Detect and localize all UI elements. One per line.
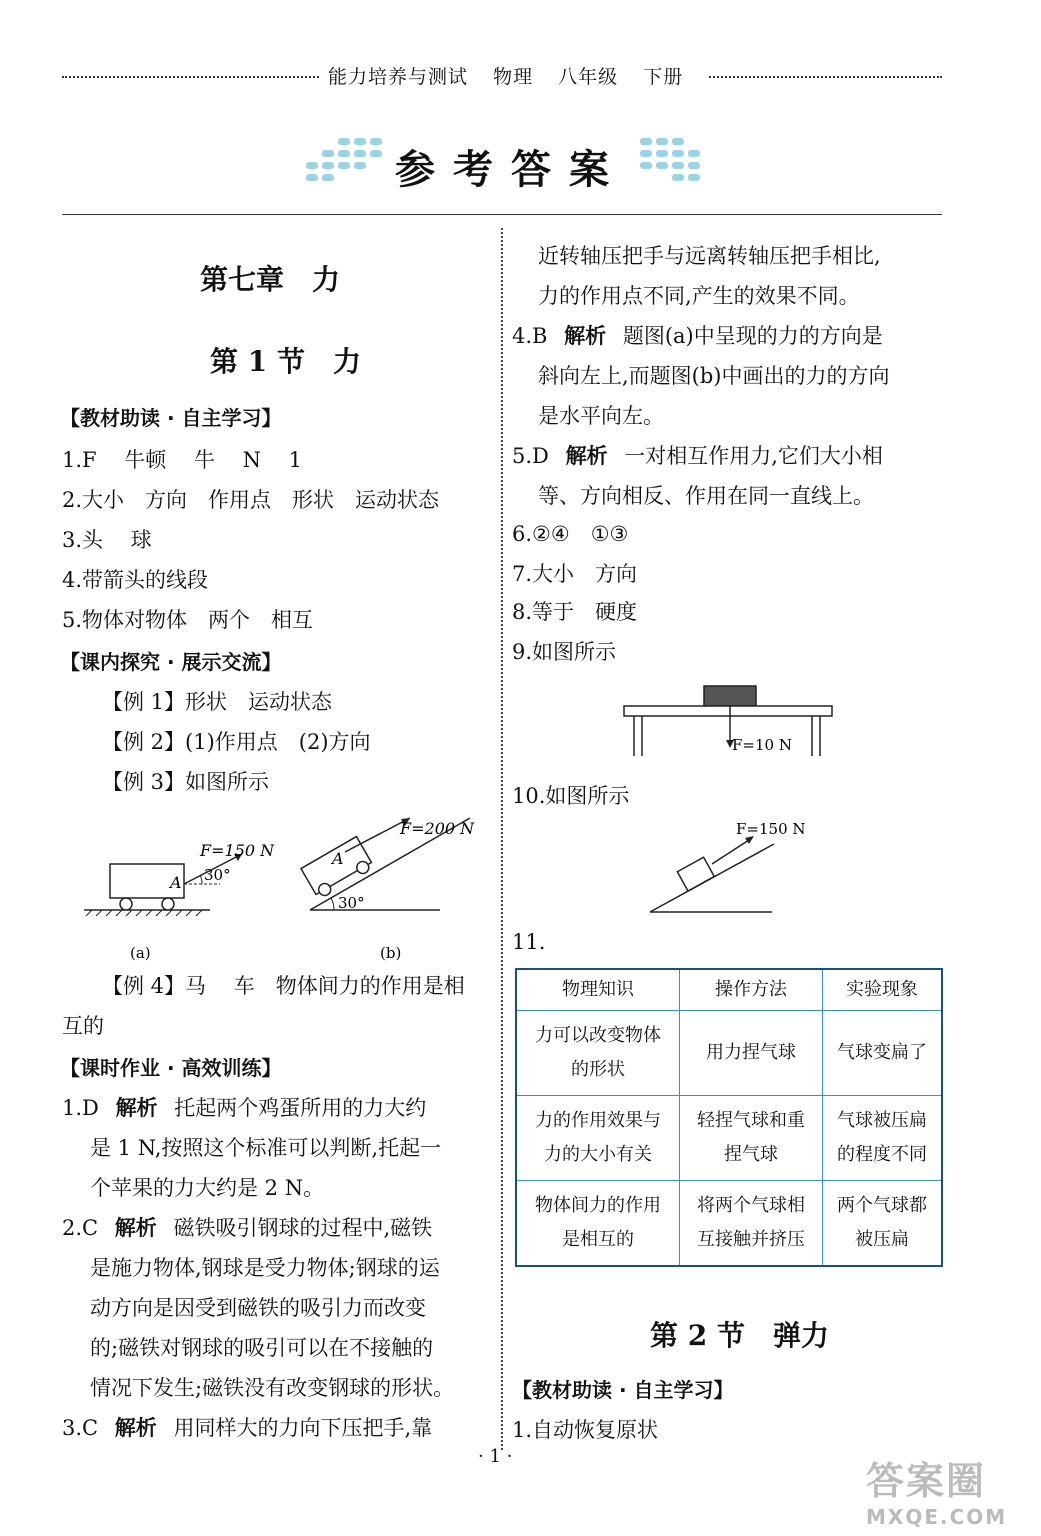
example-4-line-1: 【例 4】马 车 物体间力的作用是相 bbox=[102, 974, 465, 998]
p1-line-2: 2.大小 方向 作用点 形状 运动状态 bbox=[62, 488, 440, 512]
header-book: 能力培养与测试 bbox=[328, 66, 469, 88]
q11: 11. bbox=[512, 930, 546, 954]
q3-text-1: 用同样大的力向下压把手,靠 bbox=[173, 1416, 433, 1440]
fig9-table-legs bbox=[634, 716, 820, 756]
q4-line-3: 是水平向左。 bbox=[538, 404, 664, 428]
q4-number: 4.B bbox=[512, 324, 548, 348]
table-header-row bbox=[516, 969, 942, 1011]
q4-text-1: 题图(a)中呈现的力的方向是 bbox=[622, 324, 883, 348]
table-cell: 物体间力的作用 是相互的 bbox=[516, 1181, 680, 1267]
section1-title: 第 1 节 力 bbox=[210, 345, 361, 378]
fig10-force-label: F=150 N bbox=[736, 820, 806, 838]
fig-b-angle-label: 30° bbox=[338, 894, 365, 912]
fig9-force-label: F=10 N bbox=[732, 736, 792, 754]
p1-line-4: 4.带箭头的线段 bbox=[62, 568, 209, 592]
q5-line-1 bbox=[512, 444, 883, 468]
left-dot-ornament bbox=[300, 138, 384, 182]
p1-line-1: 1.F 牛顿 牛 N 1 bbox=[62, 448, 303, 472]
page-number: · 1 · bbox=[478, 1446, 513, 1467]
running-header bbox=[320, 62, 709, 89]
q7: 7.大小 方向 bbox=[512, 562, 638, 586]
q2-line-5: 情况下发生;磁铁没有改变钢球的形状。 bbox=[90, 1376, 455, 1400]
fig-b-force-label: F=200 N bbox=[400, 819, 475, 838]
fig-a-wheel-left bbox=[120, 898, 132, 910]
fig-b-caption: (b) bbox=[380, 944, 402, 962]
q2-line-1 bbox=[62, 1216, 432, 1240]
fig9-tabletop bbox=[624, 706, 832, 716]
fig-b-point-label: A bbox=[332, 849, 344, 868]
table-header-cell: 操作方法 bbox=[680, 969, 823, 1011]
example-2: 【例 2】(1)作用点 (2)方向 bbox=[102, 730, 371, 754]
fig10-incline-diagram bbox=[644, 816, 806, 916]
table-cell: 气球被压扁 的程度不同 bbox=[823, 1096, 943, 1181]
chapter-title: 第七章 力 bbox=[200, 263, 341, 296]
q3-keyword: 解析 bbox=[114, 1416, 157, 1440]
q1-number: 1.D bbox=[62, 1096, 99, 1120]
watermark: 答案圈 MXQE.COM bbox=[866, 1459, 1008, 1529]
part1-label: 【教材助读 · 自主学习】 bbox=[60, 406, 282, 430]
part3-label: 【课时作业 · 高效训练】 bbox=[60, 1056, 282, 1080]
example-3: 【例 3】如图所示 bbox=[102, 770, 270, 794]
q4-keyword: 解析 bbox=[564, 324, 607, 348]
q1-keyword: 解析 bbox=[115, 1096, 158, 1120]
q5-number: 5.D bbox=[512, 444, 549, 468]
q6: 6.②④ ①③ bbox=[512, 522, 629, 546]
table-row bbox=[516, 1011, 942, 1096]
q9: 9.如图所示 bbox=[512, 640, 617, 664]
q8: 8.等于 硬度 bbox=[512, 600, 638, 624]
fig-a-angle-arc bbox=[200, 875, 202, 884]
q2-line-4: 的;磁铁对钢球的吸引可以在不接触的 bbox=[90, 1336, 434, 1360]
right-dot-ornament bbox=[626, 138, 710, 182]
q1-line-1 bbox=[62, 1096, 426, 1120]
q3-line-3: 力的作用点不同,产生的效果不同。 bbox=[538, 284, 860, 308]
table-cell: 两个气球都 被压扁 bbox=[823, 1181, 943, 1267]
q2-number: 2.C bbox=[62, 1216, 99, 1240]
q3-line-1 bbox=[62, 1416, 432, 1440]
q1-line-3: 个苹果的力大约是 2 N。 bbox=[90, 1176, 325, 1200]
example-4-line-2: 互的 bbox=[62, 1014, 104, 1038]
q4-line-1 bbox=[512, 324, 883, 348]
table-header-cell: 实验现象 bbox=[823, 969, 943, 1011]
q2-line-3: 动方向是因受到磁铁的吸引力而改变 bbox=[90, 1296, 426, 1320]
fig-a-angle-label: 30° bbox=[204, 866, 231, 884]
q3-line-2: 近转轴压把手与远离转轴压把手相比, bbox=[538, 244, 881, 268]
example-1: 【例 1】形状 运动状态 bbox=[102, 690, 333, 714]
q11-table bbox=[515, 968, 943, 1267]
fig9-table-diagram bbox=[620, 684, 840, 760]
table-cell: 力的作用效果与 力的大小有关 bbox=[516, 1096, 680, 1181]
table-cell: 力可以改变物体 的形状 bbox=[516, 1011, 680, 1096]
q2-keyword: 解析 bbox=[114, 1216, 157, 1240]
example-3-figures bbox=[70, 812, 475, 972]
table-row bbox=[516, 1096, 942, 1181]
table-cell: 将两个气球相 互接触并挤压 bbox=[680, 1181, 823, 1267]
column-divider bbox=[501, 228, 503, 1450]
q10: 10.如图所示 bbox=[512, 784, 630, 808]
table-header-cell: 物理知识 bbox=[516, 969, 680, 1011]
fig-a-point-label: A bbox=[170, 873, 182, 892]
section2-line-1: 1.自动恢复原状 bbox=[512, 1418, 659, 1442]
table-row bbox=[516, 1181, 942, 1267]
q5-text-1: 一对相互作用力,它们大小相 bbox=[624, 444, 883, 468]
title-rule bbox=[62, 214, 942, 215]
section2-title: 第 2 节 弹力 bbox=[650, 1319, 829, 1352]
q3-number: 3.C bbox=[62, 1416, 99, 1440]
table-cell: 气球变扁了 bbox=[823, 1011, 943, 1096]
fig-a-force-label: F=150 N bbox=[200, 841, 275, 860]
q5-line-2: 等、方向相反、作用在同一直线上。 bbox=[538, 484, 874, 508]
part2-label: 【课内探究 · 展示交流】 bbox=[60, 650, 282, 674]
page-title: 参考答案 bbox=[395, 146, 627, 193]
table-cell: 轻捏气球和重 捏气球 bbox=[680, 1096, 823, 1181]
p1-line-5: 5.物体对物体 两个 相互 bbox=[62, 608, 314, 632]
q5-keyword: 解析 bbox=[565, 444, 608, 468]
q1-text-1: 托起两个鸡蛋所用的力大约 bbox=[174, 1096, 427, 1120]
p1-line-3: 3.头 球 bbox=[62, 528, 152, 552]
fig-b-cart bbox=[301, 837, 374, 900]
header-grade: 八年级 bbox=[558, 66, 619, 88]
table-cell: 用力捏气球 bbox=[680, 1011, 823, 1096]
q4-line-2: 斜向左上,而题图(b)中画出的力的方向 bbox=[538, 364, 890, 388]
fig-a-wheel-right bbox=[162, 898, 174, 910]
fig-a-ground-hatch bbox=[86, 910, 202, 916]
section2-part1-label: 【教材助读 · 自主学习】 bbox=[512, 1378, 734, 1402]
fig-b-angle-arc bbox=[331, 898, 334, 910]
q1-line-2: 是 1 N,按照这个标准可以判断,托起一 bbox=[90, 1136, 442, 1160]
fig-a-caption: (a) bbox=[130, 944, 151, 962]
q2-text-1: 磁铁吸引钢球的过程中,磁铁 bbox=[173, 1216, 433, 1240]
fig9-book bbox=[704, 686, 756, 706]
header-subject: 物理 bbox=[493, 66, 534, 88]
header-volume: 下册 bbox=[643, 66, 684, 88]
fig10-block bbox=[677, 857, 714, 891]
q2-line-2: 是施力物体,钢球是受力物体;钢球的运 bbox=[90, 1256, 440, 1280]
